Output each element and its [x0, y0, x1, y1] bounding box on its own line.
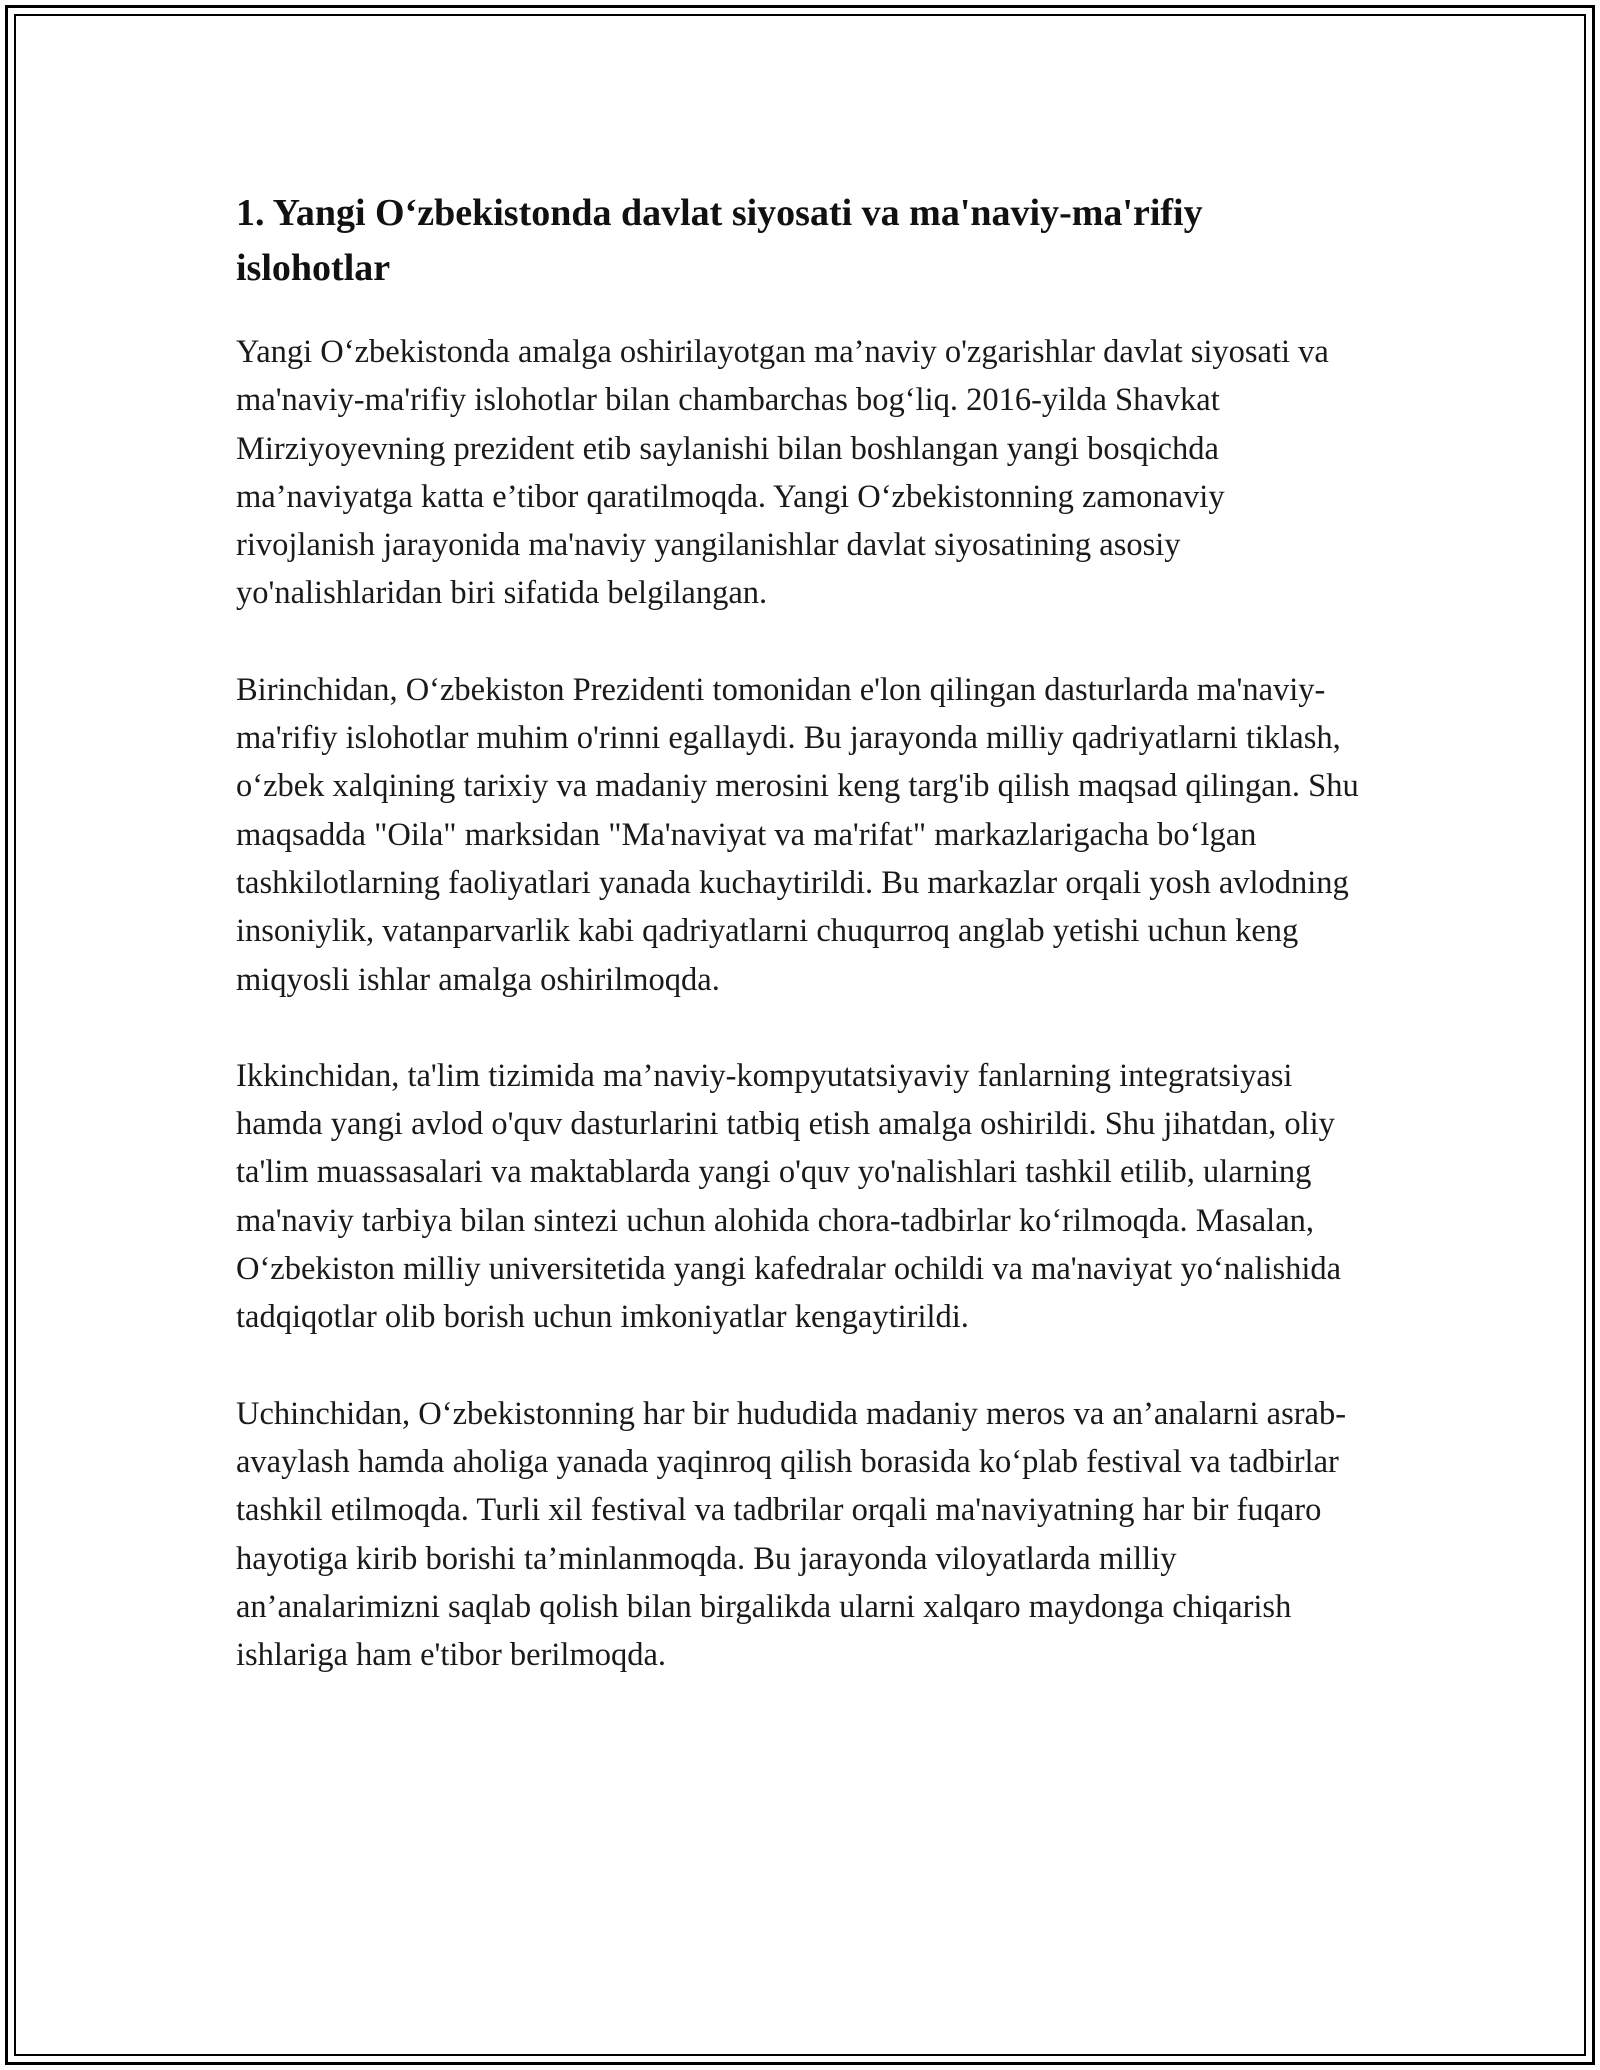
- document-body: [236, 186, 1366, 1727]
- paragraph-second-point: Ikkinchidan, ta'lim tizimida ma’naviy-kompyutatsiyaviy fanlarning integratsiyasi hamda yangi avlod o'quv dasturlarini tatbiq etish amalga oshirildi. Shu jihatdan, oliy ta'lim muassasalari va maktablarda yangi o'quv yo'nalishlari tashkil etilib, ularning ma'naviy tarbiya bilan sintezi uchun alohida chora-tadbirlar ko‘rilmoqda. Masalan, O‘zbekiston milliy universitetida yangi kafedralar ochildi va ma'naviyat yo‘nalishida tadqiqotlar olib borish uchun imkoniyatlar kengaytirildi.: [236, 1057, 1342, 1336]
- section-title: 1. Yangi O‘zbekistonda davlat siyosati va ma'naviy-ma'rifiy islohotlar: [236, 192, 1203, 289]
- paragraph-intro: Yangi O‘zbekistonda amalga oshirilayotgan ma’naviy o'zgarishlar davlat siyosati va ma'naviy-ma'rifiy islohotlar bilan chambarchas bog‘liq. 2016-yilda Shavkat Mirziyoyevning prezident etib saylanishi bilan boshlangan yangi bosqichda ma’naviyatga katta e’tibor qaratilmoqda. Yangi O‘zbekistonning zamonaviy rivojlanish jarayonida ma'naviy yangilanishlar davlat siyosatining asosiy yo'nalishlaridan biri sifatida belgilangan.: [236, 334, 1329, 612]
- paragraph-third-point: Uchinchidan, O‘zbekistonning har bir hududida madaniy meros va an’analarni asrab-avaylash hamda aholiga yanada yaqinroq qilish borasida ko‘plab festival va tadbirlar tashkil etilmoqda. Turli xil festival va tadbrilar orqali ma'naviyatning har bir fuqaro hayotiga kirib borishi ta’minlanmoqda. Bu jarayonda viloyatlarda milliy an’analarimizni saqlab qolish bilan birgalikda ularni xalqaro maydonga chiqarish ishlariga ham e'tibor berilmoqda.: [236, 1395, 1347, 1674]
- paragraph-first-point: Birinchidan, O‘zbekiston Prezidenti tomonidan e'lon qilingan dasturlarda ma'naviy-ma'rifiy islohotlar muhim o'rinni egallaydi. Bu jarayonda milliy qadriyatlarni tiklash, o‘zbek xalqining tarixiy va madaniy merosini keng targ'ib qilish maqsad qilingan. Shu maqsadda "Oila" marksidan "Ma'naviyat va ma'rifat" markazlarigacha bo‘lgan tashkilotlarning faoliyatlari yanada kuchaytirildi. Bu markazlar orqali yosh avlodning insoniylik, vatanparvarlik kabi qadriyatlarni chuqurroq anglab yetishi uchun keng miqyosli ishlar amalga oshirilmoqda.: [236, 671, 1359, 998]
